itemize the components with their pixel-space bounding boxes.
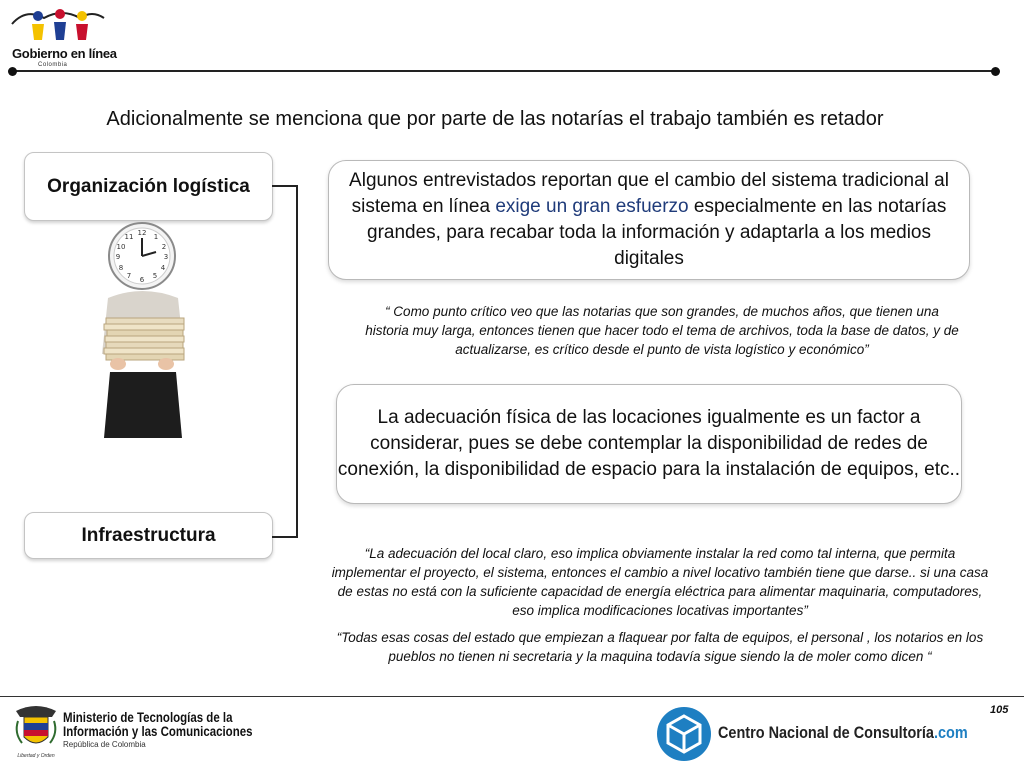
colombia-shield-logo: [12, 703, 60, 763]
quote-punto-critico: “ Como punto crítico veo que las notarias que son grandes, de muchos años, que tienen una historia muy larga, entonces tienen que hacer todo el tema de archivos, toda la base de datos, y de actualizarse, es crítico desde el punto de vista logístico y económico”: [365, 304, 959, 357]
svg-text:12: 12: [137, 229, 147, 237]
ministry-logo-text: [63, 710, 294, 752]
logo-subtitle: Colombia: [38, 62, 68, 68]
colombia-shield-icon: [12, 703, 60, 753]
svg-text:11: 11: [124, 233, 134, 241]
quote-cosas-del-estado: “Todas esas cosas del estado que empiezan a flaquear por falta de equipos, el personal , los notarios en los pueblos no tienen ni secretaria y la maquina todavía sigue siendo la de moler como dicen “: [336, 630, 984, 664]
ministry-line-3: República de Colombia: [63, 740, 146, 749]
shield-caption: Libertad y Orden: [17, 753, 55, 759]
slide-heading: Adicionalmente se menciona que por parte de las notarías el trabajo también es retador: [106, 108, 884, 130]
svg-text:4: 4: [160, 264, 166, 272]
ministry-line-1: Ministerio de Tecnologías de la: [63, 709, 233, 725]
cnc-logo: [656, 706, 712, 762]
svg-text:5: 5: [152, 272, 158, 280]
svg-text:2: 2: [161, 243, 167, 251]
people-figures-icon: [8, 4, 108, 48]
divider-dot-right: [991, 67, 1000, 76]
page-number: 105: [990, 704, 1009, 716]
footer-divider: [0, 696, 1024, 697]
svg-text:8: 8: [118, 264, 124, 272]
gobierno-en-linea-logo: [8, 4, 117, 68]
svg-text:7: 7: [126, 272, 132, 280]
person-with-clock-image: [98, 222, 188, 438]
divider-dot-left: [8, 67, 17, 76]
header-divider: [12, 70, 995, 72]
text-box-adecuacion-fisica: La adecuación física de las locaciones igualmente es un factor a considerar, pues se debe contemplar la disponibilidad de redes de conexión, la disponibilidad de espacio para la instalación de equipos, etc..: [336, 384, 962, 504]
box1-highlight: exige un gran esfuerzo: [495, 196, 689, 217]
svg-text:1: 1: [153, 233, 159, 241]
label-organizacion-logistica: Organización logística: [24, 152, 273, 221]
connector-bracket: [272, 185, 298, 538]
label-infraestructura: Infraestructura: [24, 512, 273, 559]
logo-title: Gobierno en línea: [12, 46, 117, 61]
svg-text:9: 9: [115, 253, 121, 261]
ministry-line-2: Información y las Comunicaciones: [63, 723, 253, 739]
svg-text:6: 6: [139, 276, 145, 284]
quote-adecuacion-local: “La adecuación del local claro, eso implica obviamente instalar la red como tal interna, que permita implementar el proyecto, el sistema, entonces el cambio a nivel locativo también tiene que darse.. si una casa de estas no está con la suficiente capacidad de energía eléctrica para alimentar maquinaria, computadores, eso implica modificaciones locativas importantes”: [331, 546, 989, 618]
svg-text:3: 3: [163, 253, 169, 261]
text-box-cambio-sistema: [328, 160, 970, 280]
cnc-cube-icon: [656, 706, 712, 762]
cnc-name: [718, 723, 968, 743]
box1-text-before: Algunos entrevistados reportan que el cambio del sistema tradicional al sistema en línea: [349, 170, 949, 217]
box1-text-after: especialmente en las notarías grandes, para recabar toda la información y adaptarla a los medios digitales: [367, 196, 947, 269]
cnc-name-main: Centro Nacional de Consultoría: [718, 723, 934, 742]
svg-text:10: 10: [116, 243, 126, 251]
cnc-name-suffix: .com: [933, 723, 968, 742]
